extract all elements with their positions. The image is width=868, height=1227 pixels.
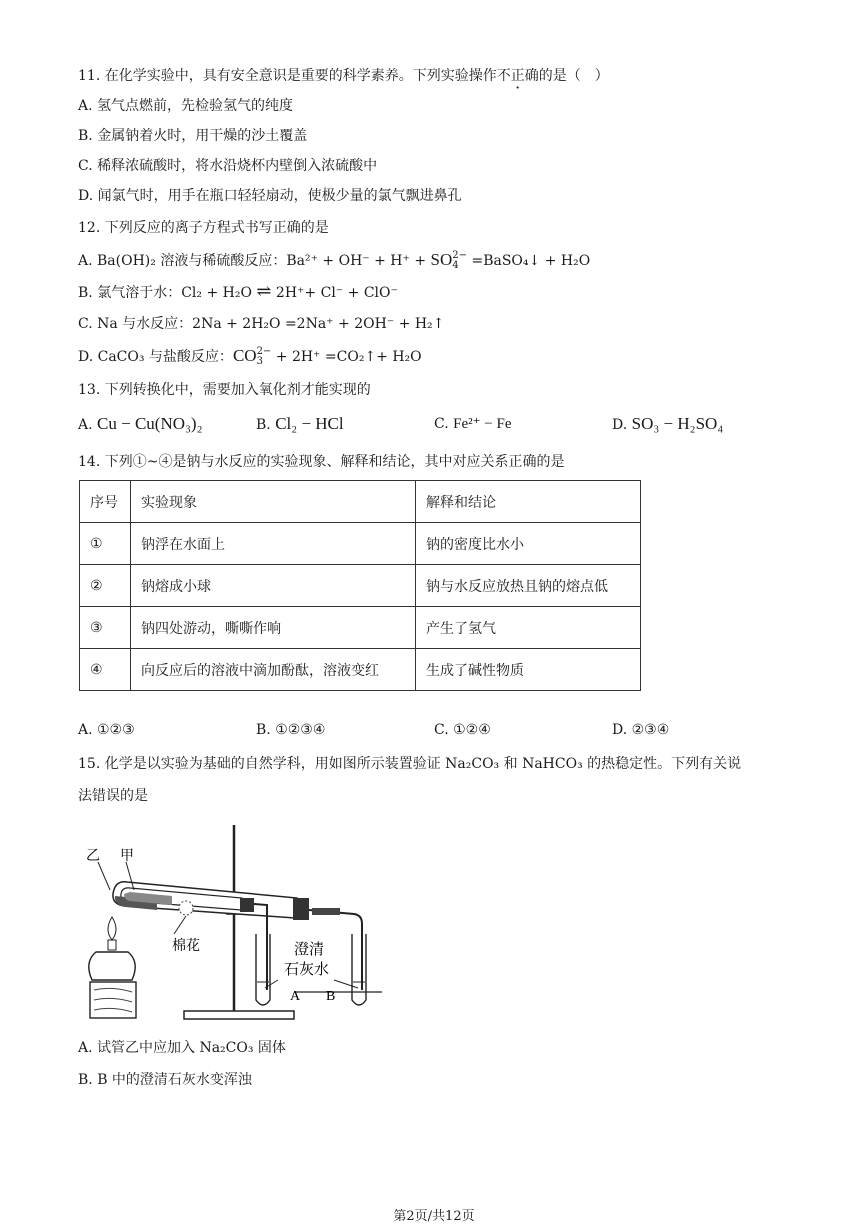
stand-base <box>184 1011 294 1019</box>
q12-option-d <box>78 346 422 367</box>
q12-a-sulfate-subscript: 4 <box>452 260 459 271</box>
table-header-cell: 解释和结论 <box>416 481 641 523</box>
q13-stem: 13. 下列转换化中，需要加入氧化剂才能实现的 <box>78 382 371 398</box>
q12-b-text: B. 氯气溶于水：Cl₂ + H₂O <box>78 285 257 301</box>
q11-option-d: D. 闻氯气时，用手在瓶口轻轻扇动，使极少量的氯气飘进鼻孔 <box>78 188 462 204</box>
table-row <box>80 607 641 649</box>
q11-option-a: A. 氢气点燃前，先检验氢气的纯度 <box>78 98 294 114</box>
q13-option-c-formula: Fe²⁺ − Fe <box>453 416 512 432</box>
table-header-cell: 实验现象 <box>131 481 416 523</box>
q13-option-d-letter: D. <box>612 417 628 433</box>
table-row <box>80 565 641 607</box>
table-cell: 向反应后的溶液中滴加酚酞，溶液变红 <box>131 649 416 691</box>
label-tube-a: A <box>290 989 301 1004</box>
q12-a-sulfate-indices <box>452 251 467 271</box>
q13-option-b <box>256 414 344 435</box>
q12-a-sulfate-charge: 2− <box>452 250 468 261</box>
q11-stem-part1: 11. 在化学实验中，具有安全意识是重要的科学素养。下列实验操作 <box>78 68 497 84</box>
equilibrium-arrow-icon: ⇌ <box>256 281 272 302</box>
q13-option-c-letter: C. <box>434 416 449 432</box>
q13-option-a <box>78 414 203 435</box>
q11-stem-part2: 的是（ ） <box>538 68 609 84</box>
table-cell: ① <box>80 523 131 565</box>
table-cell: ② <box>80 565 131 607</box>
inner-stopper <box>240 898 254 912</box>
rubber-tube <box>312 908 340 915</box>
q11-emphasis: 不正确 <box>496 68 539 84</box>
wooden-block <box>90 982 136 1018</box>
q13-option-c <box>434 414 512 434</box>
pointer-cotton <box>174 916 186 934</box>
q12-option-c: C. Na 与水反应：2Na + 2H₂O =2Na⁺ + 2OH⁻ + H₂↑ <box>78 316 445 332</box>
q14-option-c: C. ①②④ <box>434 722 491 738</box>
table-cell: ④ <box>80 649 131 691</box>
label-yi: 乙 <box>86 848 100 864</box>
q11-option-c: C. 稀释浓硫酸时，将水沿烧杯内壁倒入浓硫酸中 <box>78 158 378 174</box>
flame-icon <box>108 917 116 940</box>
label-limewater-1: 澄清 <box>294 940 325 958</box>
table-cell: 生成了碱性物质 <box>416 649 641 691</box>
q13-option-b-formula: Cl₂ − HCl <box>275 414 344 433</box>
q12-d-carbonate-subscript: 3 <box>256 356 263 367</box>
q12-d-carbonate-charge: 2− <box>256 346 272 357</box>
q12-d-carbonate-indices <box>257 347 272 367</box>
label-cotton: 棉花 <box>172 938 200 954</box>
table-cell: 钠熔成小球 <box>131 565 416 607</box>
table-cell: ③ <box>80 607 131 649</box>
q11-stem <box>78 66 609 86</box>
q11-option-b: B. 金属钠着火时，用干燥的沙土覆盖 <box>78 128 308 144</box>
page-footer: 第2页/共12页 <box>393 1209 475 1224</box>
label-tube-b: B <box>326 989 336 1004</box>
outer-stopper <box>293 898 309 920</box>
cotton <box>179 901 193 915</box>
q12-d-text: D. CaCO₃ 与盐酸反应： <box>78 349 233 365</box>
q14-option-d: D. ②③④ <box>612 722 670 738</box>
pointer-yi <box>98 862 110 890</box>
table-cell: 产生了氢气 <box>416 607 641 649</box>
apparatus-diagram <box>82 822 392 1027</box>
q15-stem-line1: 15. 化学是以实验为基础的自然学科，用如图所示装置验证 Na₂CO₃ 和 NaHCO₃ 的热稳定性。下列有关说 <box>78 756 742 772</box>
table-cell: 钠的密度比水小 <box>416 523 641 565</box>
table-header-row <box>80 481 641 523</box>
q13-option-d-formula: SO₃ − H₂SO₄ <box>631 414 724 433</box>
q15-stem-line2: 法错误的是 <box>78 788 148 804</box>
q12-a-text: A. Ba(OH)₂ 溶液与稀硫酸反应：Ba²⁺ + OH⁻ + H⁺ + <box>78 253 431 269</box>
q13-option-d <box>612 414 723 435</box>
label-jia: 甲 <box>120 848 134 864</box>
q12-d-carbonate: CO <box>232 346 257 365</box>
table-cell: 钠浮在水面上 <box>131 523 416 565</box>
table-row <box>80 523 641 565</box>
q13-option-b-letter: B. <box>256 417 271 433</box>
lamp-neck <box>108 940 116 950</box>
q14-option-a: A. ①②③ <box>78 722 135 738</box>
q12-stem: 12. 下列反应的离子方程式书写正确的是 <box>78 220 329 236</box>
q13-option-a-formula: Cu − Cu(NO₃)₂ <box>97 414 203 433</box>
q14-option-b: B. ①②③④ <box>256 722 326 738</box>
q12-d-products: + 2H⁺ =CO₂↑+ H₂O <box>271 349 422 365</box>
table-cell: 钠四处游动，嘶嘶作响 <box>131 607 416 649</box>
table-cell: 钠与水反应放热且钠的熔点低 <box>416 565 641 607</box>
q15-option-b: B. B 中的澄清石灰水变浑浊 <box>78 1072 252 1088</box>
table-row <box>80 649 641 691</box>
q14-stem: 14. 下列①~④是钠与水反应的实验现象、解释和结论，其中对应关系正确的是 <box>78 454 565 470</box>
pointer-limewater-b <box>334 980 358 988</box>
q12-a-sulfate: SO <box>430 250 453 269</box>
label-limewater-2: 石灰水 <box>284 960 330 978</box>
q12-a-products: =BaSO₄↓ + H₂O <box>467 253 591 269</box>
q13-option-a-letter: A. <box>78 417 93 433</box>
apparatus-figure <box>82 822 392 1031</box>
q15-option-a: A. 试管乙中应加入 Na₂CO₃ 固体 <box>78 1040 286 1056</box>
q14-table <box>79 480 641 691</box>
q12-option-a <box>78 250 590 271</box>
q12-b-products: 2H⁺+ Cl⁻ + ClO⁻ <box>271 285 398 301</box>
alcohol-lamp <box>89 952 135 980</box>
test-tube-b <box>352 934 366 1005</box>
table-header-cell: 序号 <box>80 481 131 523</box>
q12-option-b <box>78 282 398 303</box>
